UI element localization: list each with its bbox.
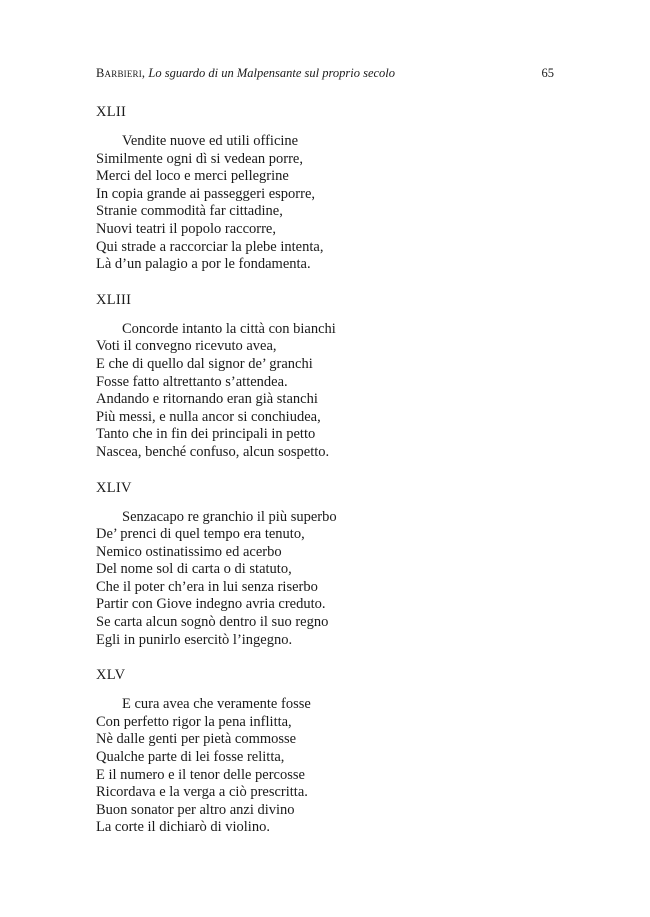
verse-line: La corte il dichiarò di violino. <box>96 819 270 836</box>
verse-line: Partir con Giove indegno avria creduto. <box>96 596 326 613</box>
running-head-title: Lo sguardo di un Malpensante sul proprio secolo <box>148 66 396 80</box>
verse-line: Senzacapo re granchio il più superbo <box>122 508 337 525</box>
stanza-number: XLV <box>96 667 126 684</box>
verse-line: Vendite nuove ed utili officine <box>122 133 299 149</box>
verse-line: Fosse fatto altrettanto s’attendea. <box>96 373 288 390</box>
verse-line: Nuovi teatri il popolo raccorre, <box>96 220 276 237</box>
verse-line: Andando e ritornando eran già stanchi <box>96 391 318 408</box>
verse-line: Similmente ogni dì si vedean porre, <box>96 150 303 167</box>
verse-line: Egli in punirlo esercitò l’ingegno. <box>96 631 293 648</box>
verse-line: Merci del loco e merci pellegrine <box>96 168 289 185</box>
verse-line: Ricordava e la verga a ciò prescritta. <box>96 784 308 801</box>
running-head-author: Barbieri, <box>96 66 146 80</box>
verse-line: Che il poter ch’era in lui senza riserbo <box>96 578 318 595</box>
verse-line: Là d’un palagio a por le fondamenta. <box>96 256 311 273</box>
verse-line: Qui strade a raccorciar la plebe intenta, <box>96 238 324 255</box>
verse-line: E che di quello dal signor de’ granchi <box>96 355 313 372</box>
stanza-xlii <box>96 103 556 274</box>
verse-line: Stranie commodità far cittadine, <box>96 203 283 220</box>
running-head <box>96 64 554 82</box>
stanza-number: XLIII <box>96 291 132 308</box>
verse-line: Nascea, benché confuso, alcun sospetto. <box>96 443 330 460</box>
page-number: 65 <box>541 66 554 80</box>
verse-line: Voti il convegno ricevuto avea, <box>96 338 277 355</box>
verse-line: In copia grande ai passeggeri esporre, <box>96 185 316 202</box>
stanza-xlv <box>96 666 556 837</box>
stanza-number: XLII <box>96 104 127 120</box>
stanza-xliii <box>96 291 556 462</box>
verse-line: Qualche parte di lei fosse relitta, <box>96 749 285 766</box>
stanza-number: XLIV <box>96 479 132 496</box>
verse-line: Tanto che in fin dei principali in petto <box>96 426 316 443</box>
verse-line: E cura avea che veramente fosse <box>122 696 311 713</box>
verse-line: Del nome sol di carta o di statuto, <box>96 561 292 578</box>
verse-line: Nè dalle genti per pietà commosse <box>96 731 297 748</box>
poem-body <box>96 103 556 837</box>
verse-line: Con perfetto rigor la pena inflitta, <box>96 713 292 730</box>
verse-line: E il numero e il tenor delle percosse <box>96 766 305 783</box>
verse-line: Più messi, e nulla ancor si conchiudea, <box>96 408 321 425</box>
stanza-xliv <box>96 479 556 650</box>
verse-line: Concorde intanto la città con bianchi <box>122 320 336 337</box>
verse-line: Se carta alcun sognò dentro il suo regno <box>96 614 329 631</box>
verse-line: Nemico ostinatissimo ed acerbo <box>96 543 282 560</box>
verse-line: De’ prenci di quel tempo era tenuto, <box>96 526 305 543</box>
verse-line: Buon sonator per altro anzi divino <box>96 801 295 818</box>
